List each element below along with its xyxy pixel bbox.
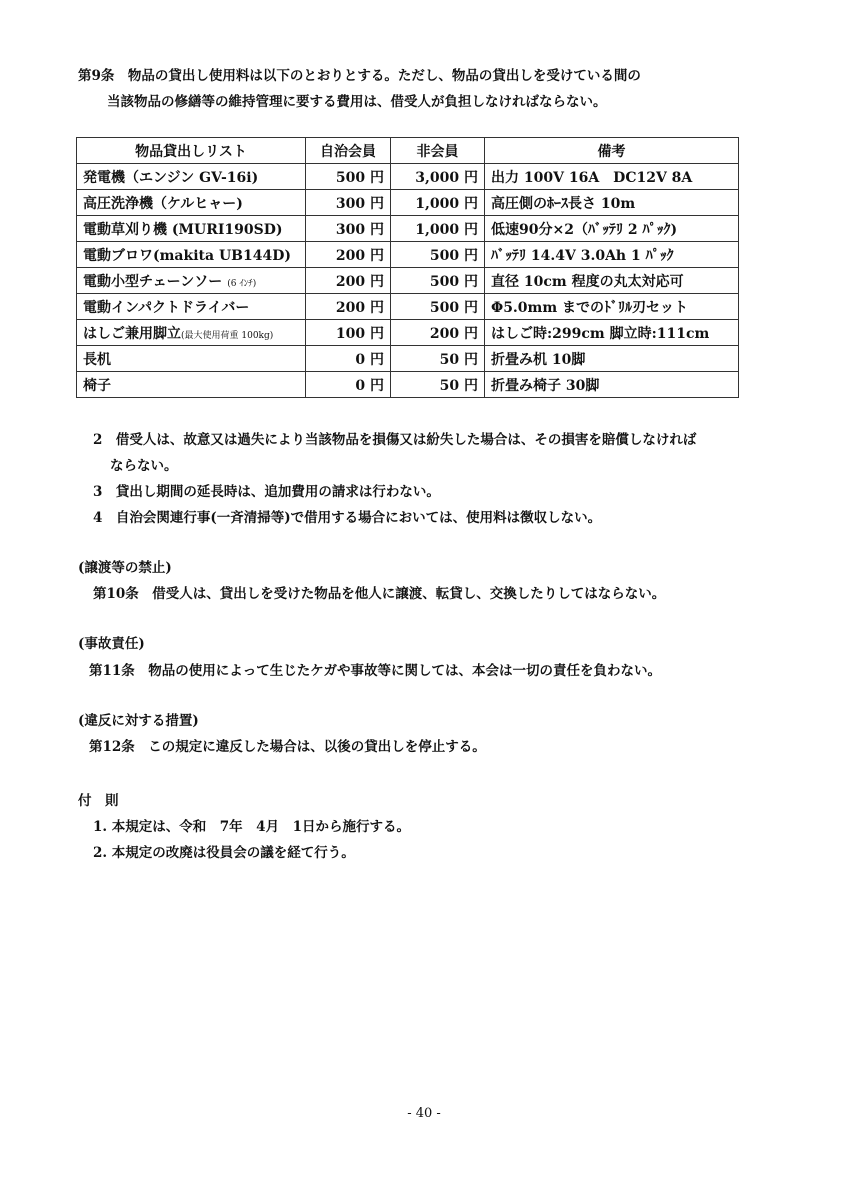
remarks: 折畳み机 10脚	[485, 346, 739, 372]
paragraph-4: 4 自治会関連行事(一斉清掃等)で借用する場合においては、使用料は徴収しない。	[93, 510, 602, 526]
supplementary-item-2: 2. 本規定の改廃は役員会の議を経て行う。	[93, 845, 355, 861]
header-item-list: 物品貸出しリスト	[77, 138, 306, 164]
item-name: 電動ブロワ(makita UB144D)	[77, 242, 306, 268]
item-name-note: (最大使用荷重 100kg)	[181, 330, 274, 341]
member-fee: 0 円	[306, 346, 391, 372]
header-member: 自治会員	[306, 138, 391, 164]
nonmember-fee: 500 円	[391, 294, 485, 320]
section-heading: (事故責任)	[78, 636, 145, 652]
supplementary-heading: 付 則	[78, 793, 119, 809]
article-9-line-2: 当該物品の修繕等の維持管理に要する費用は、借受人が負担しなければならない。	[107, 94, 607, 110]
item-name: 長机	[77, 346, 306, 372]
paragraph-2-line-1: 2 借受人は、故意又は過失により当該物品を損傷又は紛失した場合は、その損害を賠償しなければ	[93, 432, 697, 448]
remarks: Φ5.0mm までのﾄﾞﾘﾙ刃セット	[485, 294, 739, 320]
item-name: はしご兼用脚立(最大使用荷重 100kg)	[77, 320, 306, 346]
member-fee: 500 円	[306, 164, 391, 190]
member-fee: 200 円	[306, 294, 391, 320]
section-heading: (違反に対する措置)	[78, 713, 199, 729]
remarks: 低速90分×2（ﾊﾞｯﾃﾘ 2 ﾊﾟｯｸ)	[485, 216, 739, 242]
item-name: 電動小型チェーンソー (6 ｲﾝﾁ)	[77, 268, 306, 294]
section-body: 第11条 物品の使用によって生じたケガや事故等に関しては、本会は一切の責任を負わない。	[89, 663, 662, 679]
remarks: 高圧側のﾎｰｽ長さ 10m	[485, 190, 739, 216]
supplementary-item-1: 1. 本規定は、令和 7年 4月 1日から施行する。	[93, 819, 410, 835]
member-fee: 300 円	[306, 216, 391, 242]
table-row	[77, 190, 739, 216]
header-nonmember: 非会員	[391, 138, 485, 164]
table-row	[77, 242, 739, 268]
paragraph-2-line-2: ならない。	[110, 458, 178, 474]
member-fee: 200 円	[306, 242, 391, 268]
rental-items-table	[76, 137, 739, 398]
nonmember-fee: 500 円	[391, 242, 485, 268]
item-name: 高圧洗浄機（ケルヒャー)	[77, 190, 306, 216]
table-row	[77, 164, 739, 190]
remarks: 出力 100V 16A DC12V 8A	[485, 164, 739, 190]
remarks: 直径 10cm 程度の丸太対応可	[485, 268, 739, 294]
item-name: 発電機（エンジン GV-16i)	[77, 164, 306, 190]
remarks: はしご時:299cm 脚立時:111cm	[485, 320, 739, 346]
nonmember-fee: 50 円	[391, 372, 485, 398]
table-row	[77, 294, 739, 320]
section-heading: (譲渡等の禁止)	[78, 560, 172, 576]
remarks: ﾊﾞｯﾃﾘ 14.4V 3.0Ah 1 ﾊﾟｯｸ	[485, 242, 739, 268]
item-name: 電動インパクトドライバー	[77, 294, 306, 320]
table-row	[77, 320, 739, 346]
paragraph-3: 3 貸出し期間の延長時は、追加費用の請求は行わない。	[93, 484, 440, 500]
remarks: 折畳み椅子 30脚	[485, 372, 739, 398]
item-name: 椅子	[77, 372, 306, 398]
nonmember-fee: 3,000 円	[391, 164, 485, 190]
member-fee: 0 円	[306, 372, 391, 398]
member-fee: 200 円	[306, 268, 391, 294]
item-name: 電動草刈り機 (MURI190SD)	[77, 216, 306, 242]
table-header-row	[77, 138, 739, 164]
nonmember-fee: 500 円	[391, 268, 485, 294]
item-name-note: (6 ｲﾝﾁ)	[227, 278, 257, 289]
page-number: - 40 -	[407, 1106, 441, 1121]
nonmember-fee: 200 円	[391, 320, 485, 346]
nonmember-fee: 1,000 円	[391, 216, 485, 242]
nonmember-fee: 50 円	[391, 346, 485, 372]
table-row	[77, 346, 739, 372]
table-row	[77, 372, 739, 398]
article-9-line-1: 第9条 物品の貸出し使用料は以下のとおりとする。ただし、物品の貸出しを受けている間の	[78, 68, 641, 84]
table-row	[77, 268, 739, 294]
member-fee: 100 円	[306, 320, 391, 346]
nonmember-fee: 1,000 円	[391, 190, 485, 216]
header-remarks: 備考	[485, 138, 739, 164]
table-row	[77, 216, 739, 242]
section-body: 第12条 この規定に違反した場合は、以後の貸出しを停止する。	[89, 739, 486, 755]
section-body: 第10条 借受人は、貸出しを受けた物品を他人に譲渡、転貸し、交換したりしてはならない。	[93, 586, 666, 602]
member-fee: 300 円	[306, 190, 391, 216]
